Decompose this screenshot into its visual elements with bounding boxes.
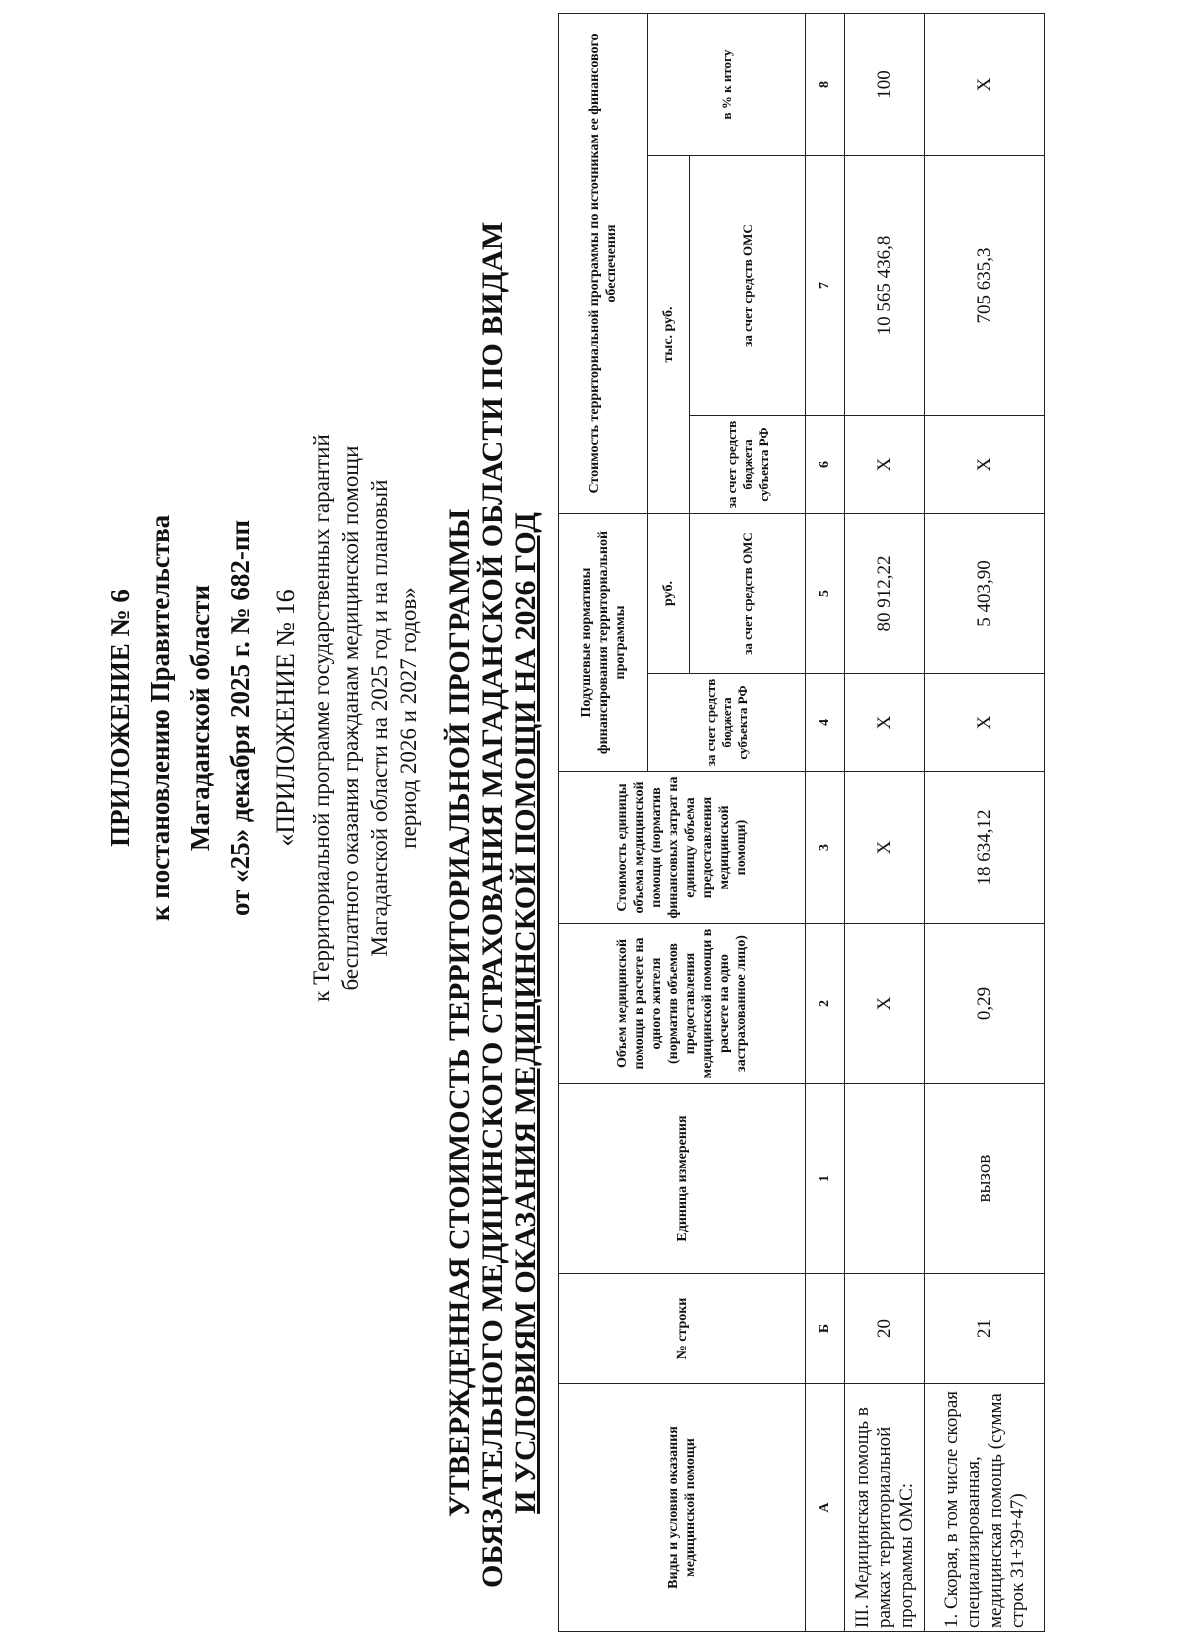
row-volume: X (845, 924, 925, 1084)
approval-line: Магаданской области (185, 584, 215, 852)
approval-block (100, 338, 260, 1098)
row-cost-budget: X (845, 416, 925, 514)
header-unit: Единица измерения (559, 1084, 806, 1274)
table-title (443, 221, 542, 1588)
row-name: 1. Скорая, в том числе скорая специализированная, медицинская помощь (сумма строк 31+39+47) (925, 1384, 1045, 1632)
header-cost-budget: за счет средств бюджета субъекта РФ (690, 416, 806, 514)
table-row (925, 14, 1045, 1632)
previous-annex-line: к Территориальной программе государственных гарантий (309, 434, 334, 1002)
header-cost-oms: за счет средств ОМС (690, 156, 806, 416)
row-pct: 100 (845, 14, 925, 156)
column-number: 3 (806, 772, 845, 924)
header-pc-budget: за счет средств бюджета субъекта РФ (648, 674, 806, 772)
header-volume: Объем медицинской помощи в расчете на одного жителя (норматив объемов предоставления медицинской помощи в расчете на одно застрахованное лицо) (559, 924, 806, 1084)
previous-annex-line: Магаданской области на 2025 год и на плановый (367, 479, 392, 957)
header-per-capita: Подушевые нормативы финансирования территориальной программы (559, 514, 648, 772)
table-row (845, 14, 925, 1632)
previous-annex-line: период 2026 и 2027 годов» (396, 587, 421, 849)
header-unit-cost: Стоимость единицы объема медицинской помощи (норматив финансовых затрат на единицу объема предоставления медицинской помощи) (559, 772, 806, 924)
approval-date-number: от «25» декабря 2025 г. № 682-пп (225, 519, 255, 917)
header-pct-total: в % к итогу (648, 14, 806, 156)
column-number: 4 (806, 674, 845, 772)
row-cost-oms: 705 635,3 (925, 156, 1045, 416)
header-rub: руб. (648, 514, 690, 674)
row-pc-oms: 5 403,90 (925, 514, 1045, 674)
column-number: Б (806, 1274, 845, 1384)
header-kinds: Виды и условия оказания медицинской помощи (559, 1384, 806, 1632)
row-name: III. Медицинская помощь в рамках территориальной программы ОМС: (845, 1384, 925, 1632)
column-number: 8 (806, 14, 845, 156)
approval-title: ПРИЛОЖЕНИЕ № 6 (105, 589, 135, 847)
row-cost-oms: 10 565 436,8 (845, 156, 925, 416)
column-number: 5 (806, 514, 845, 674)
header-thousand-rub: тыс. руб. (648, 156, 690, 514)
column-number: 2 (806, 924, 845, 1084)
row-pc-budget: X (925, 674, 1045, 772)
row-unit-cost: 18 634,12 (925, 772, 1045, 924)
row-unit (845, 1084, 925, 1274)
previous-annex-line: бесплатного оказания гражданам медицинской помощи (338, 445, 363, 991)
row-cost-budget: X (925, 416, 1045, 514)
column-number-row (806, 14, 845, 1632)
cost-table (558, 13, 1045, 1632)
row-pc-oms: 80 912,22 (845, 514, 925, 674)
table-title-line: УТВЕРЖДЕННАЯ СТОИМОСТЬ ТЕРРИТОРИАЛЬНОЙ ПРОГРАММЫ (443, 508, 476, 1518)
table-title-line: И УСЛОВИЯМ ОКАЗАНИЯ МЕДИЦИНСКОЙ ПОМОЩИ НА 2026 ГОД (509, 512, 542, 1514)
table-title-line: ОБЯЗАТЕЛЬНОГО МЕДИЦИНСКОГО СТРАХОВАНИЯ МАГАДАНСКОЙ ОБЛАСТИ ПО ВИДАМ (476, 221, 509, 1588)
row-volume: 0,29 (925, 924, 1045, 1084)
row-number: 20 (845, 1274, 925, 1384)
row-number: 21 (925, 1274, 1045, 1384)
row-pc-budget: X (845, 674, 925, 772)
row-unit: вызов (925, 1084, 1045, 1274)
row-pct: X (925, 14, 1045, 156)
previous-annex-block (265, 338, 423, 1098)
header-program-cost: Стоимость территориальной программы по источникам ее финансового обеспечения (559, 14, 648, 514)
column-number: 7 (806, 156, 845, 416)
column-number: А (806, 1384, 845, 1632)
approval-line: к постановлению Правительства (145, 514, 175, 922)
header-pc-oms: за счет средств ОМС (690, 514, 806, 674)
column-number: 1 (806, 1084, 845, 1274)
row-unit-cost: X (845, 772, 925, 924)
header-row-number: № строки (559, 1274, 806, 1384)
previous-annex-title: «ПРИЛОЖЕНИЕ № 16 (271, 589, 300, 847)
column-number: 6 (806, 416, 845, 514)
